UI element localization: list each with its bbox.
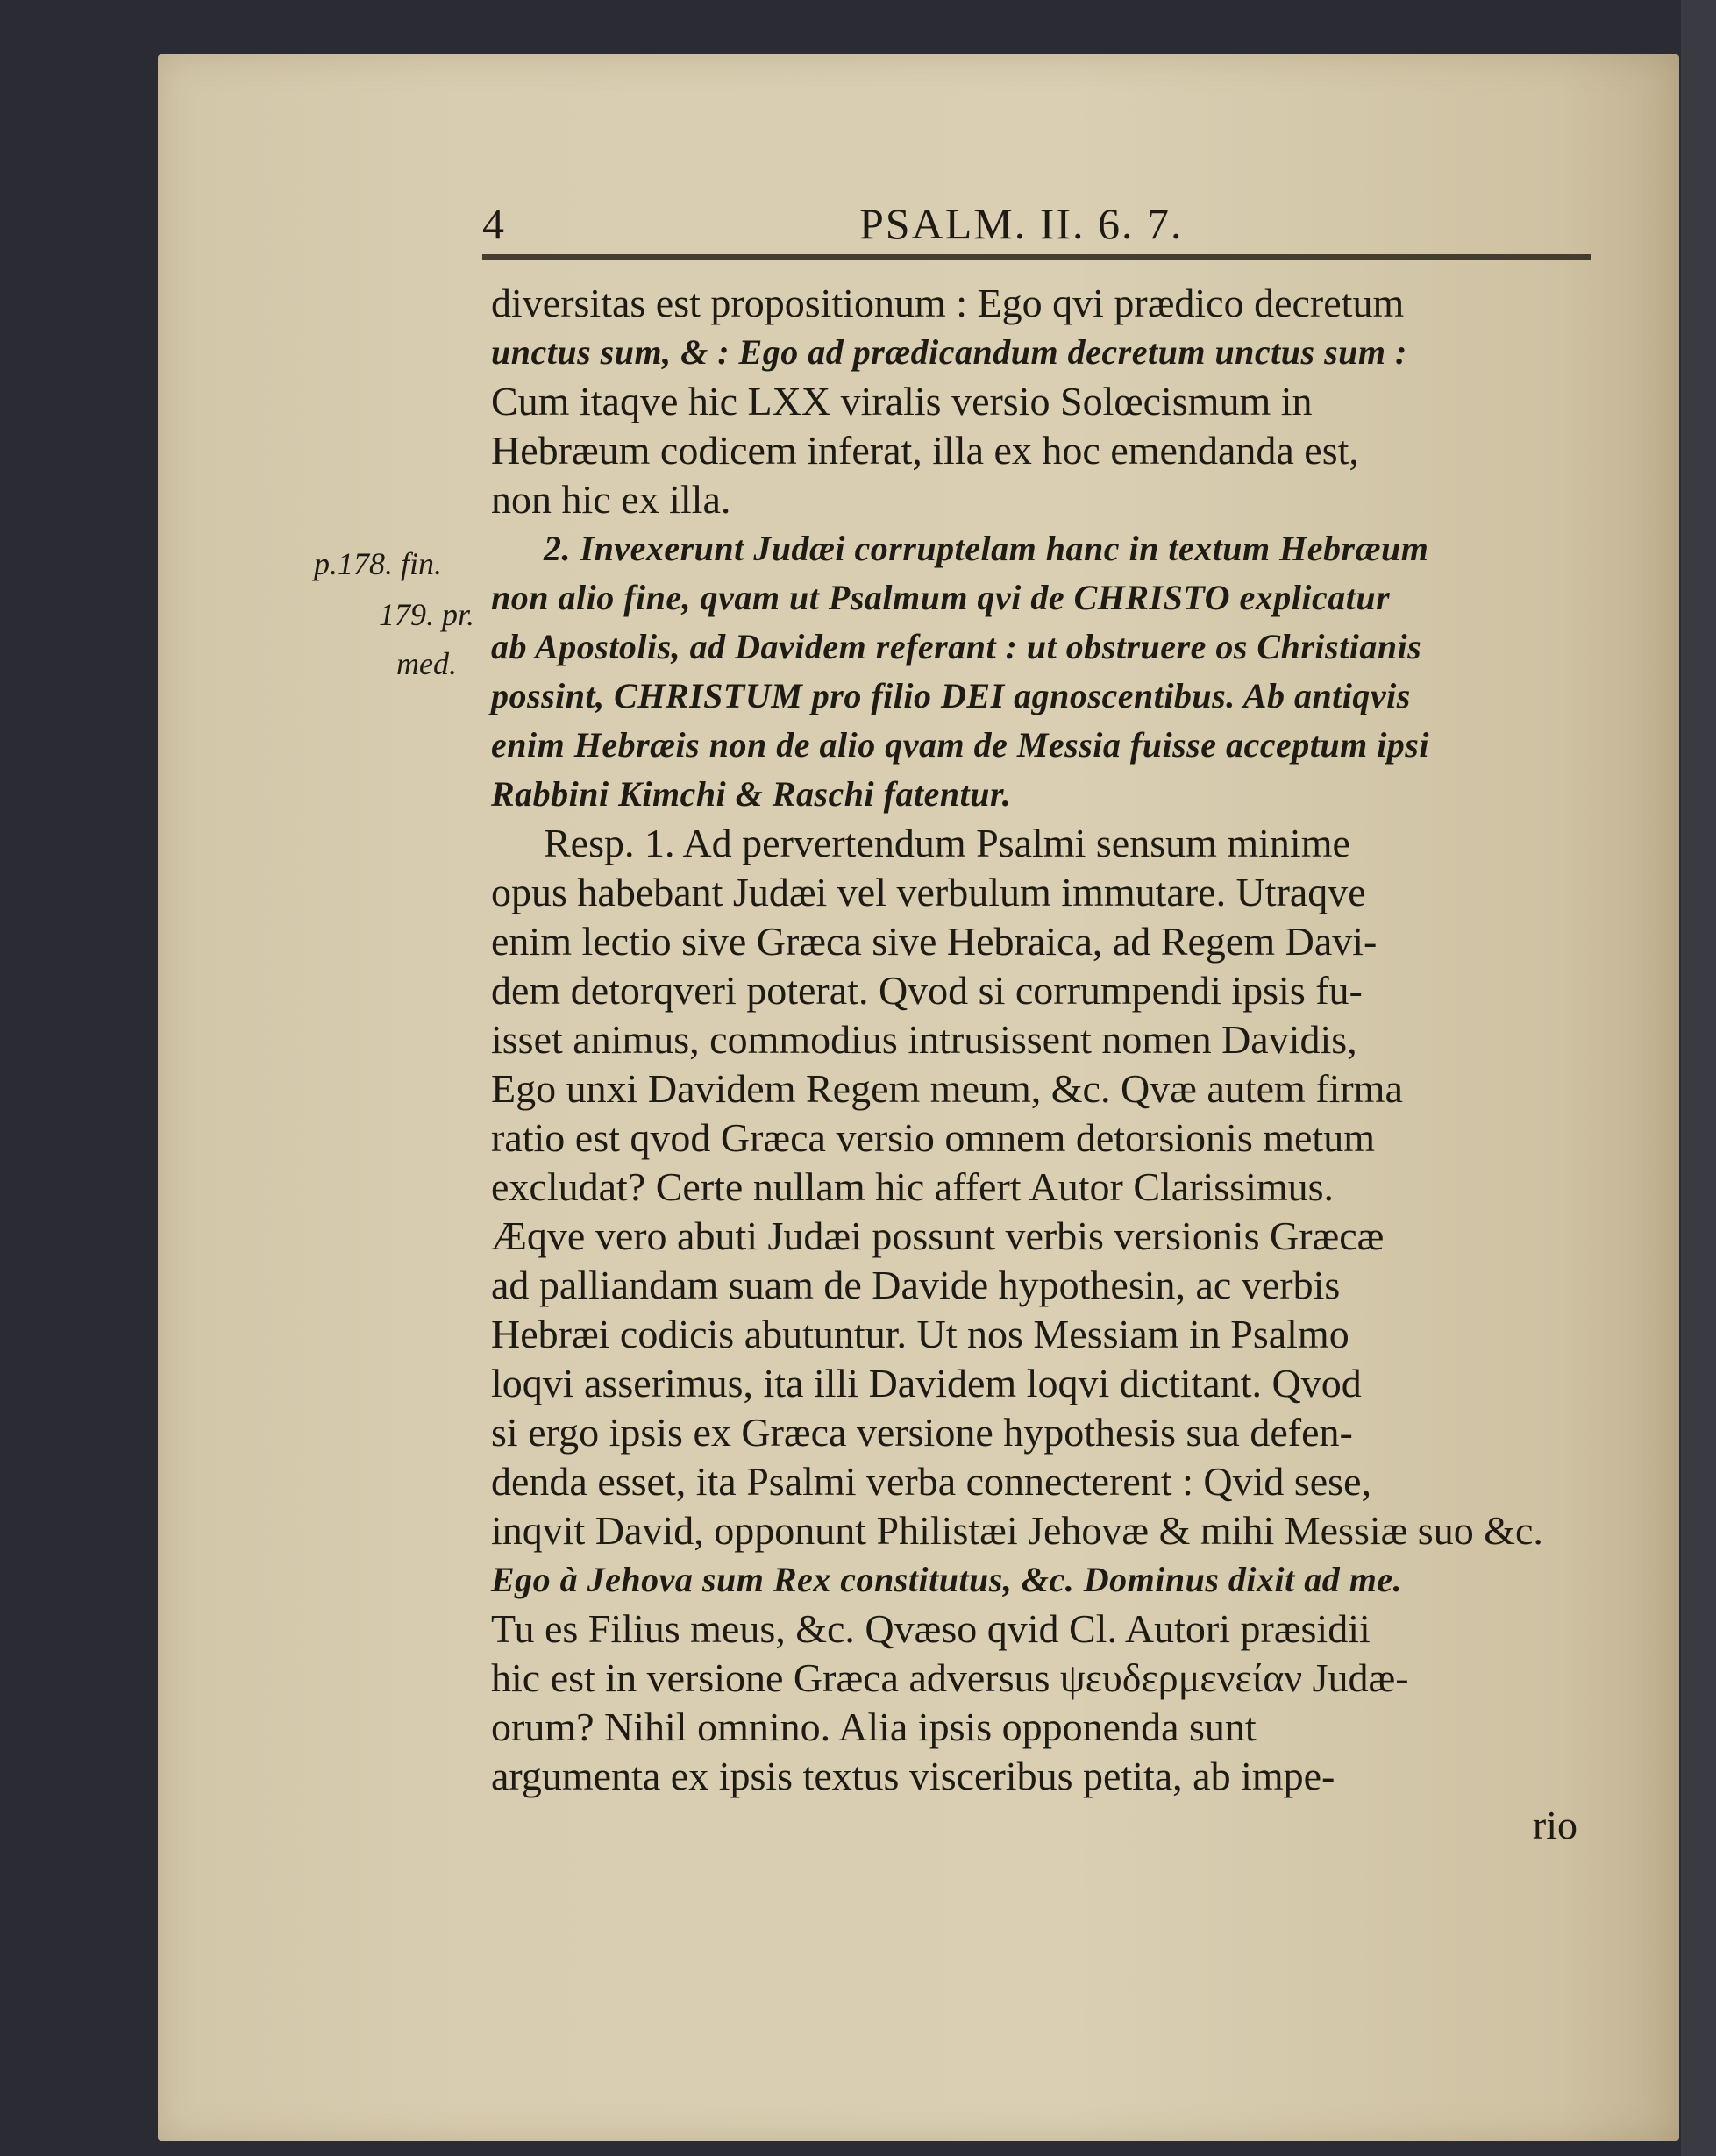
text-line: loqvi asserimus, ita illi Davidem loqvi dictitant. Qvod: [491, 1361, 1362, 1405]
text-line: possint, CHRISTUM pro filio DEI agnoscentibus. Ab antiqvis: [491, 676, 1411, 715]
text-line: Resp. 1. Ad pervertendum Psalmi sensum minime: [544, 821, 1350, 865]
text-line: si ergo ipsis ex Græca versione hypothesis sua defen-: [491, 1410, 1353, 1455]
text-line: non hic ex illa.: [491, 477, 731, 522]
text-line: inqvit David, opponunt Philistæi Jehovæ & mihi Messiæ suo &c.: [491, 1508, 1543, 1553]
text-line: isset animus, commodius intrusissent nomen Davidis,: [491, 1017, 1357, 1062]
page-number: 4: [482, 199, 506, 248]
running-title: PSALM. II. 6. 7.: [859, 199, 1184, 248]
text-line: excludat? Certe nullam hic affert Autor Clarissimus.: [491, 1164, 1335, 1209]
margin-note: 179. pr.: [379, 597, 475, 632]
page-content: [482, 186, 1583, 1850]
text-line: Hebræum codicem inferat, illa ex hoc emendanda est,: [491, 428, 1359, 473]
text-line: Tu es Filius meus, &c. Qvæso qvid Cl. Autori præsidii: [491, 1606, 1371, 1651]
header-rule: [482, 254, 1591, 260]
text-line: Rabbini Kimchi & Raschi fatentur.: [491, 774, 1012, 814]
text-body: [491, 279, 1583, 1850]
text-line: orum? Nihil omnino. Alia ipsis opponenda sunt: [491, 1704, 1257, 1749]
margin-note: p.178. fin.: [314, 546, 443, 581]
text-line: opus habebant Judæi vel verbulum immutare. Utraqve: [491, 870, 1366, 914]
text-line: hic est in versione Græca adversus ψευδερμενείαν Judæ-: [491, 1655, 1409, 1700]
text-line: Æqve vero abuti Judæi possunt verbis versionis Græcæ: [491, 1213, 1385, 1258]
text-line: enim lectio sive Græca sive Hebraica, ad Regem Davi-: [491, 919, 1378, 964]
margin-note: med.: [396, 646, 457, 681]
running-head: [482, 186, 1583, 249]
text-line: ab Apostolis, ad Davidem referant : ut obstruere os Christianis: [491, 627, 1422, 666]
text-line: diversitas est propositionum : Ego qvi prædico decretum: [491, 281, 1405, 325]
text-line: Cum itaqve hic LXX viralis versio Solœcismum in: [491, 379, 1313, 423]
text-line: rio: [1532, 1803, 1577, 1847]
text-line: ratio est qvod Græca versio omnem detorsionis metum: [491, 1115, 1375, 1160]
text-line: argumenta ex ipsis textus visceribus petita, ab impe-: [491, 1754, 1335, 1798]
text-line: Ego à Jehova sum Rex constitutus, &c. Dominus dixit ad me.: [491, 1560, 1403, 1599]
text-line: 2. Invexerunt Judæi corruptelam hanc in textum Hebræum: [544, 529, 1429, 568]
text-line: dem detorqveri poterat. Qvod si corrumpendi ipsis fu-: [491, 968, 1363, 1013]
text-line: unctus sum, & : Ego ad prædicandum decretum unctus sum :: [491, 332, 1407, 372]
text-line: enim Hebræis non de alio qvam de Messia fuisse acceptum ipsi: [491, 725, 1429, 765]
text-line: Hebræi codicis abutuntur. Ut nos Messiam in Psalmo: [491, 1312, 1349, 1356]
text-line: non alio fine, qvam ut Psalmum qvi de CHRISTO explicatur: [491, 578, 1391, 617]
text-line: ad palliandam suam de Davide hypothesin, ac verbis: [491, 1263, 1341, 1307]
text-line: denda esset, ita Psalmi verba connecterent : Qvid sese,: [491, 1459, 1372, 1504]
book-spine: [1681, 0, 1716, 2156]
text-line: Ego unxi Davidem Regem meum, &c. Qvæ autem firma: [491, 1066, 1403, 1111]
